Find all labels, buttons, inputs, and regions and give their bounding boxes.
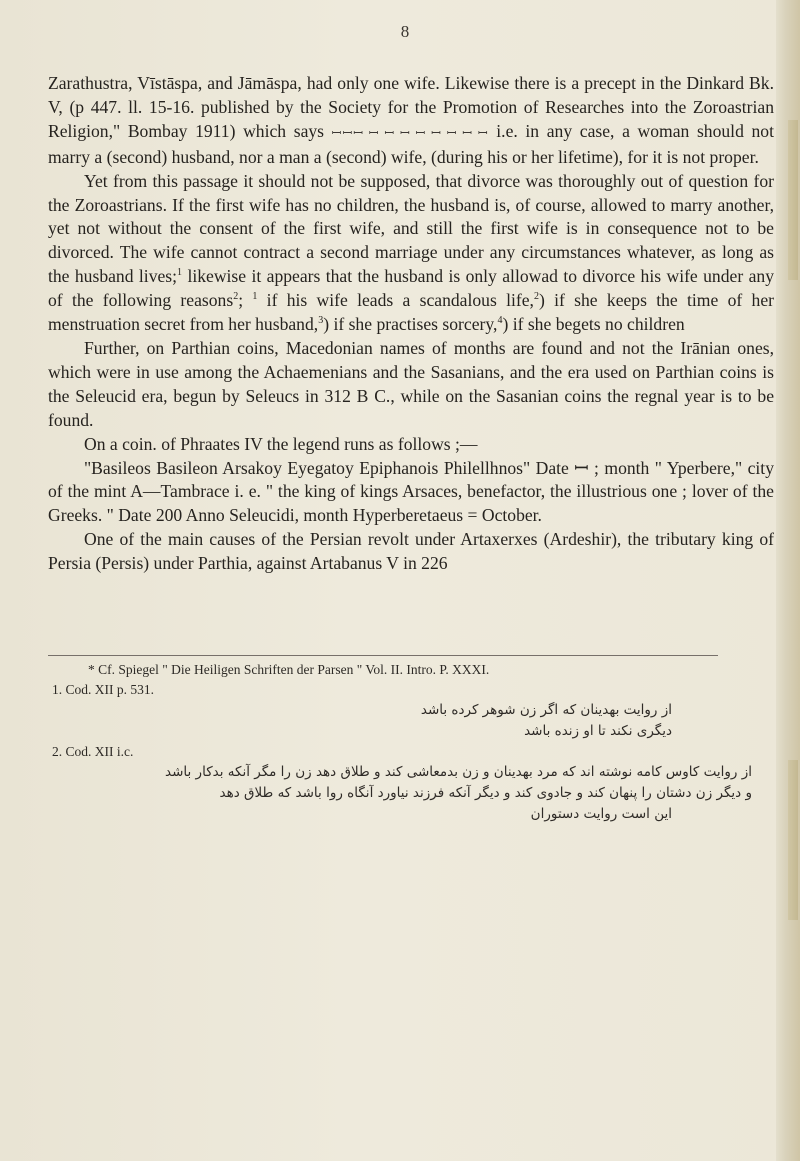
paragraph-2-part-g: ) if she begets no children — [502, 314, 685, 335]
paragraph-4: On a coin. of Phraates IV the legend runs as follows ;— — [84, 433, 478, 454]
paragraph-2-part-f: ) if she practises sorcery, — [323, 314, 498, 335]
page-number: 8 — [400, 22, 410, 41]
paragraph-2-part-b: likewise it appears that the husband is only allowad to divorce his wife under any of the following reasons — [48, 266, 774, 311]
paragraph-1-part-b: i.e. in any case, a woman should not marry a (second) husband, nor a man a (second) wife, (during his or her lifetime), for it is not proper. — [48, 120, 774, 167]
paragraph-3: Further, on Parthian coins, Macedonian names of months are found and not the Irānian ones, which were in use among the Achaemenians and the Sasanians, and the era used on Parthian coins is the Seleucid era, begun by Seleucs in 312 B C., while on the Sasanian coins the regnal year is to be found. — [48, 337, 774, 430]
footnote-star: * Cf. Spiegel " Die Heiligen Schriften der Parsen " Vol. II. Intro. P. XXXI. — [88, 662, 490, 677]
footnotes — [52, 660, 752, 825]
footnote-ref: 2 — [533, 291, 539, 303]
footnote-ref: 4 — [497, 315, 503, 327]
spine-stain — [788, 760, 798, 920]
spine-stain — [788, 120, 798, 280]
footnote-2-label: 2. Cod. XII i.c. — [52, 744, 134, 759]
body-text — [48, 72, 774, 576]
footnote-ref: 1 — [177, 267, 183, 279]
paragraph-2-part-c: ; — [238, 290, 253, 311]
footnote-ref: 3 — [318, 315, 324, 327]
footnote-2-persian-line: از روایت کاوس کامه نوشته اند که مرد بهدینان و زن بدمعاشی کند و طلاق دهد زن را مگر آنکه بدکار باشد — [165, 764, 752, 780]
paragraph-1 — [48, 72, 774, 170]
footnote-ref: 1 — [252, 291, 258, 303]
footnote-1-persian-line: از روایت بهدینان که اگر زن شوهر کرده باشد — [420, 702, 672, 718]
paragraph-6: One of the main causes of the Persian revolt under Artaxerxes (Ardeshir), the tributary king of Persia (Persis) under Parthia, against Artabanus V in 226 — [48, 529, 774, 574]
pahlavi-quotation: ꟷꟷꟷ ꟷ ꟷ ꟷ ꟷ ꟷ ꟷ ꟷ ꟷ — [331, 125, 489, 140]
footnote-divider — [48, 655, 718, 656]
footnote-1-persian-line: دیگری نکند تا او زنده باشد — [524, 723, 672, 739]
paragraph-2-part-e: ) if she keeps the time of her menstruation secret from her husband, — [48, 290, 774, 335]
paragraph-5: "Basileos Basileon Arsakoy Eyegatoy Epiphanois Philellhnos" Date ꟷ ; month " Yperbere," city of the mint A—Tambrace i. e. " the king of kings Arsaces, benefactor, the illustrious one ; lover of the Greeks. " Date 200 Anno Seleucidi, month Hyperberetaeus = October. — [48, 457, 774, 526]
footnote-2-persian-line: این است روایت دستوران — [530, 806, 672, 822]
footnote-2-persian-line: و دیگر زن دشتان را پنهان کند و جادوی کند و دیگر آنکه فرزند نیاورد آنگاه روا باشد که طلاق دهد — [219, 785, 752, 801]
footnote-1-label: 1. Cod. XII p. 531. — [52, 682, 154, 697]
paragraph-1-part-a: Zarathustra, Vīstāspa, and Jāmāspa, had only one wife. Likewise there is a precept in the Dinkard Bk. V, (p 447. ll. 15-16. published by the Society for the Promotion of Researches into the Zoroastrian Religion," Bombay 1911) which says — [48, 73, 774, 141]
paragraph-2-part-a: Yet from this passage it should not be supposed, that divorce was thoroughly out of question for the Zoroastrians. If the first wife has no children, the husband is, of course, allowed to marry another, yet not without the consent of the first wife, and still the first wife is in consequence not to be divorced. The wife cannot contract a second marriage under any circumstances whatever, as long as the husband lives; — [48, 170, 774, 287]
paragraph-2 — [48, 170, 774, 337]
paragraph-2-part-d: if his wife leads a scandalous life, — [257, 290, 534, 311]
book-spine-shadow — [776, 0, 800, 1161]
footnote-ref: 2 — [233, 291, 239, 303]
